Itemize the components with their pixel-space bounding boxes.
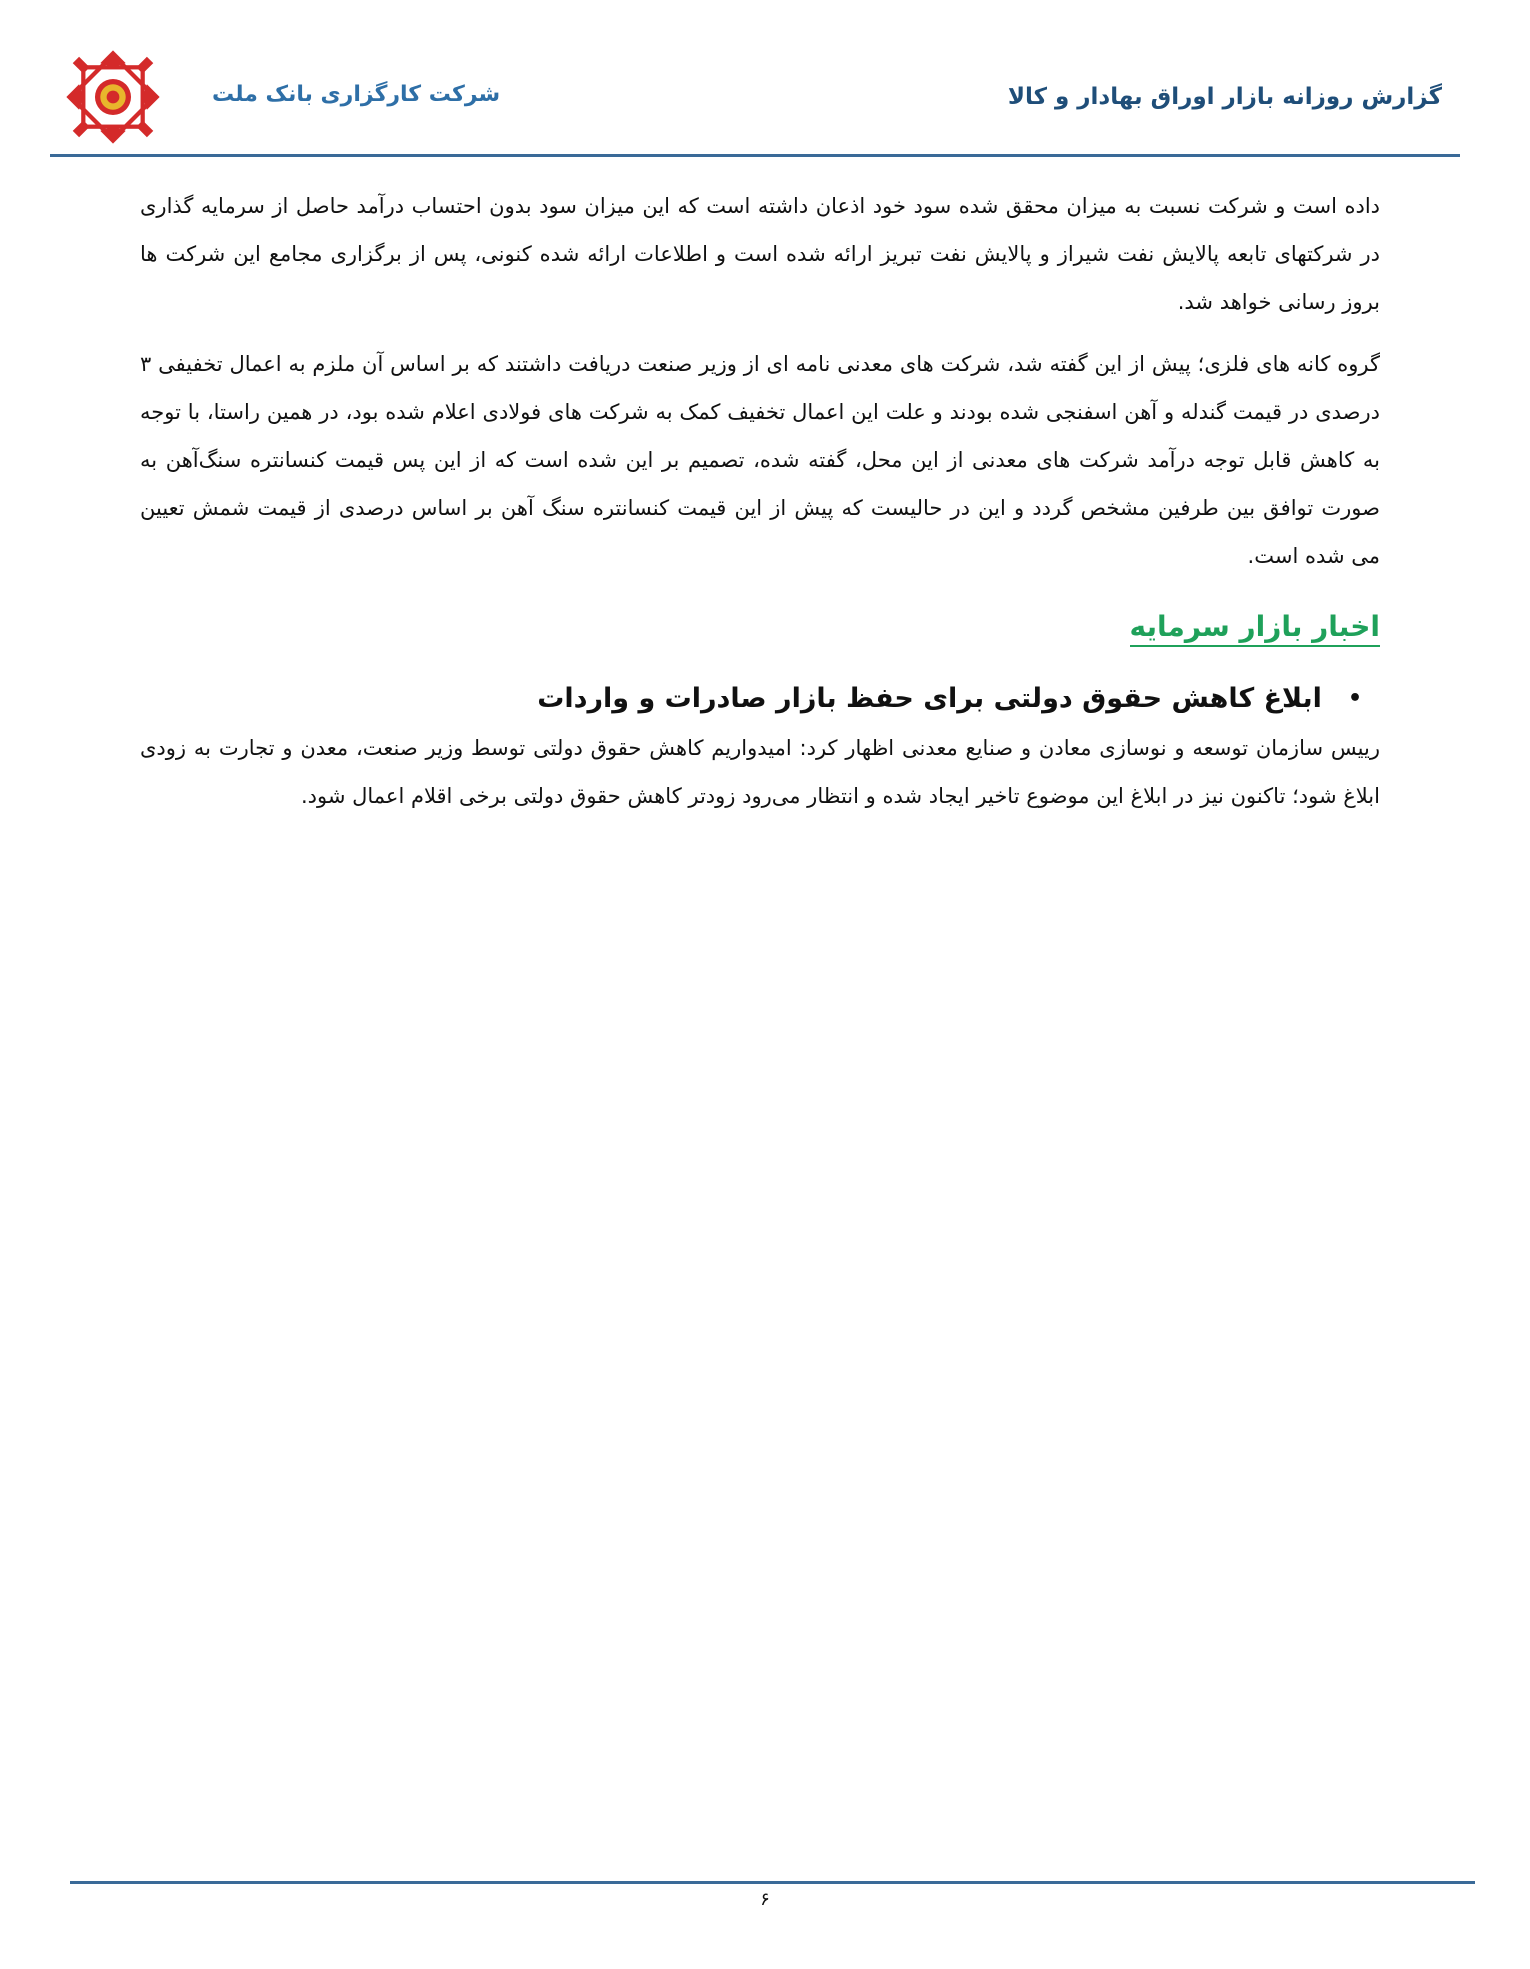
news-heading xyxy=(140,683,1380,714)
header-divider xyxy=(50,154,1460,157)
footer-divider xyxy=(70,1881,1475,1884)
news-body: رییس سازمان توسعه و نوسازی معادن و صنایع معدنی اظهار کرد: امیدواریم کاهش حقوق دولتی توسط وزیر صنعت، معدن و تجارت به زودی ابلاغ شود؛ تاکنون نیز در ابلاغ این موضوع تاخیر ایجاد شده و انتظار می‌رود زودتر کاهش حقوق دولتی برخی اقلام اعمال شود. xyxy=(140,736,1380,808)
section-header xyxy=(140,604,1380,683)
section-title: اخبار بازار سرمایه xyxy=(1130,610,1381,647)
paragraph-refinery-profit: داده است و شرکت نسبت به میزان محقق شده سود خود اذعان داشته است که این میزان سود بدون احتساب درآمد حاصل از سرمایه گذاری در شرکتهای تابعه پالایش نفت شیراز و پالایش نفت تبریز ارائه شده است و اطلاعات ارائه شده کنونی، پس از برگزاری مجامع این شرکت ها بروز رسانی خواهد شد. xyxy=(140,194,1380,314)
news-heading-text: ابلاغ کاهش حقوق دولتی برای حفظ بازار صادرات و واردات xyxy=(537,683,1322,714)
report-title: گزارش روزانه بازار اوراق بهادار و کالا xyxy=(1007,84,1442,110)
report-body xyxy=(140,182,1380,820)
paragraph-metal-ores: گروه کانه های فلزی؛ پیش از این گفته شد، شرکت های معدنی نامه ای از وزیر صنعت دریافت داشتند که بر اساس آن ملزم به اعمال تخفیفی ۳ درصدی در قیمت گندله و آهن اسفنجی شده بودند و علت این اعمال تخفیف کمک به شرکت های فولادی اعلام شده بود، در همین راستا، با توجه به کاهش قابل توجه درآمد شرکت های معدنی از این محل، گفته شده، تصمیم بر این شده است که از این پس قیمت کنسانتره سنگ‌آهن به صورت توافق بین طرفین مشخص گردد و این در حالیست که پیش از این قیمت کنسانتره سنگ آهن بر اساس درصدی از قیمت شمش تعیین می شده است. xyxy=(140,352,1380,568)
company-name: شرکت کارگزاری بانک ملت xyxy=(212,82,501,107)
bank-mellat-logo-icon xyxy=(60,44,166,150)
page-header xyxy=(0,0,1530,160)
bullet-icon: • xyxy=(1347,686,1362,711)
page-number: ۶ xyxy=(760,1889,770,1910)
